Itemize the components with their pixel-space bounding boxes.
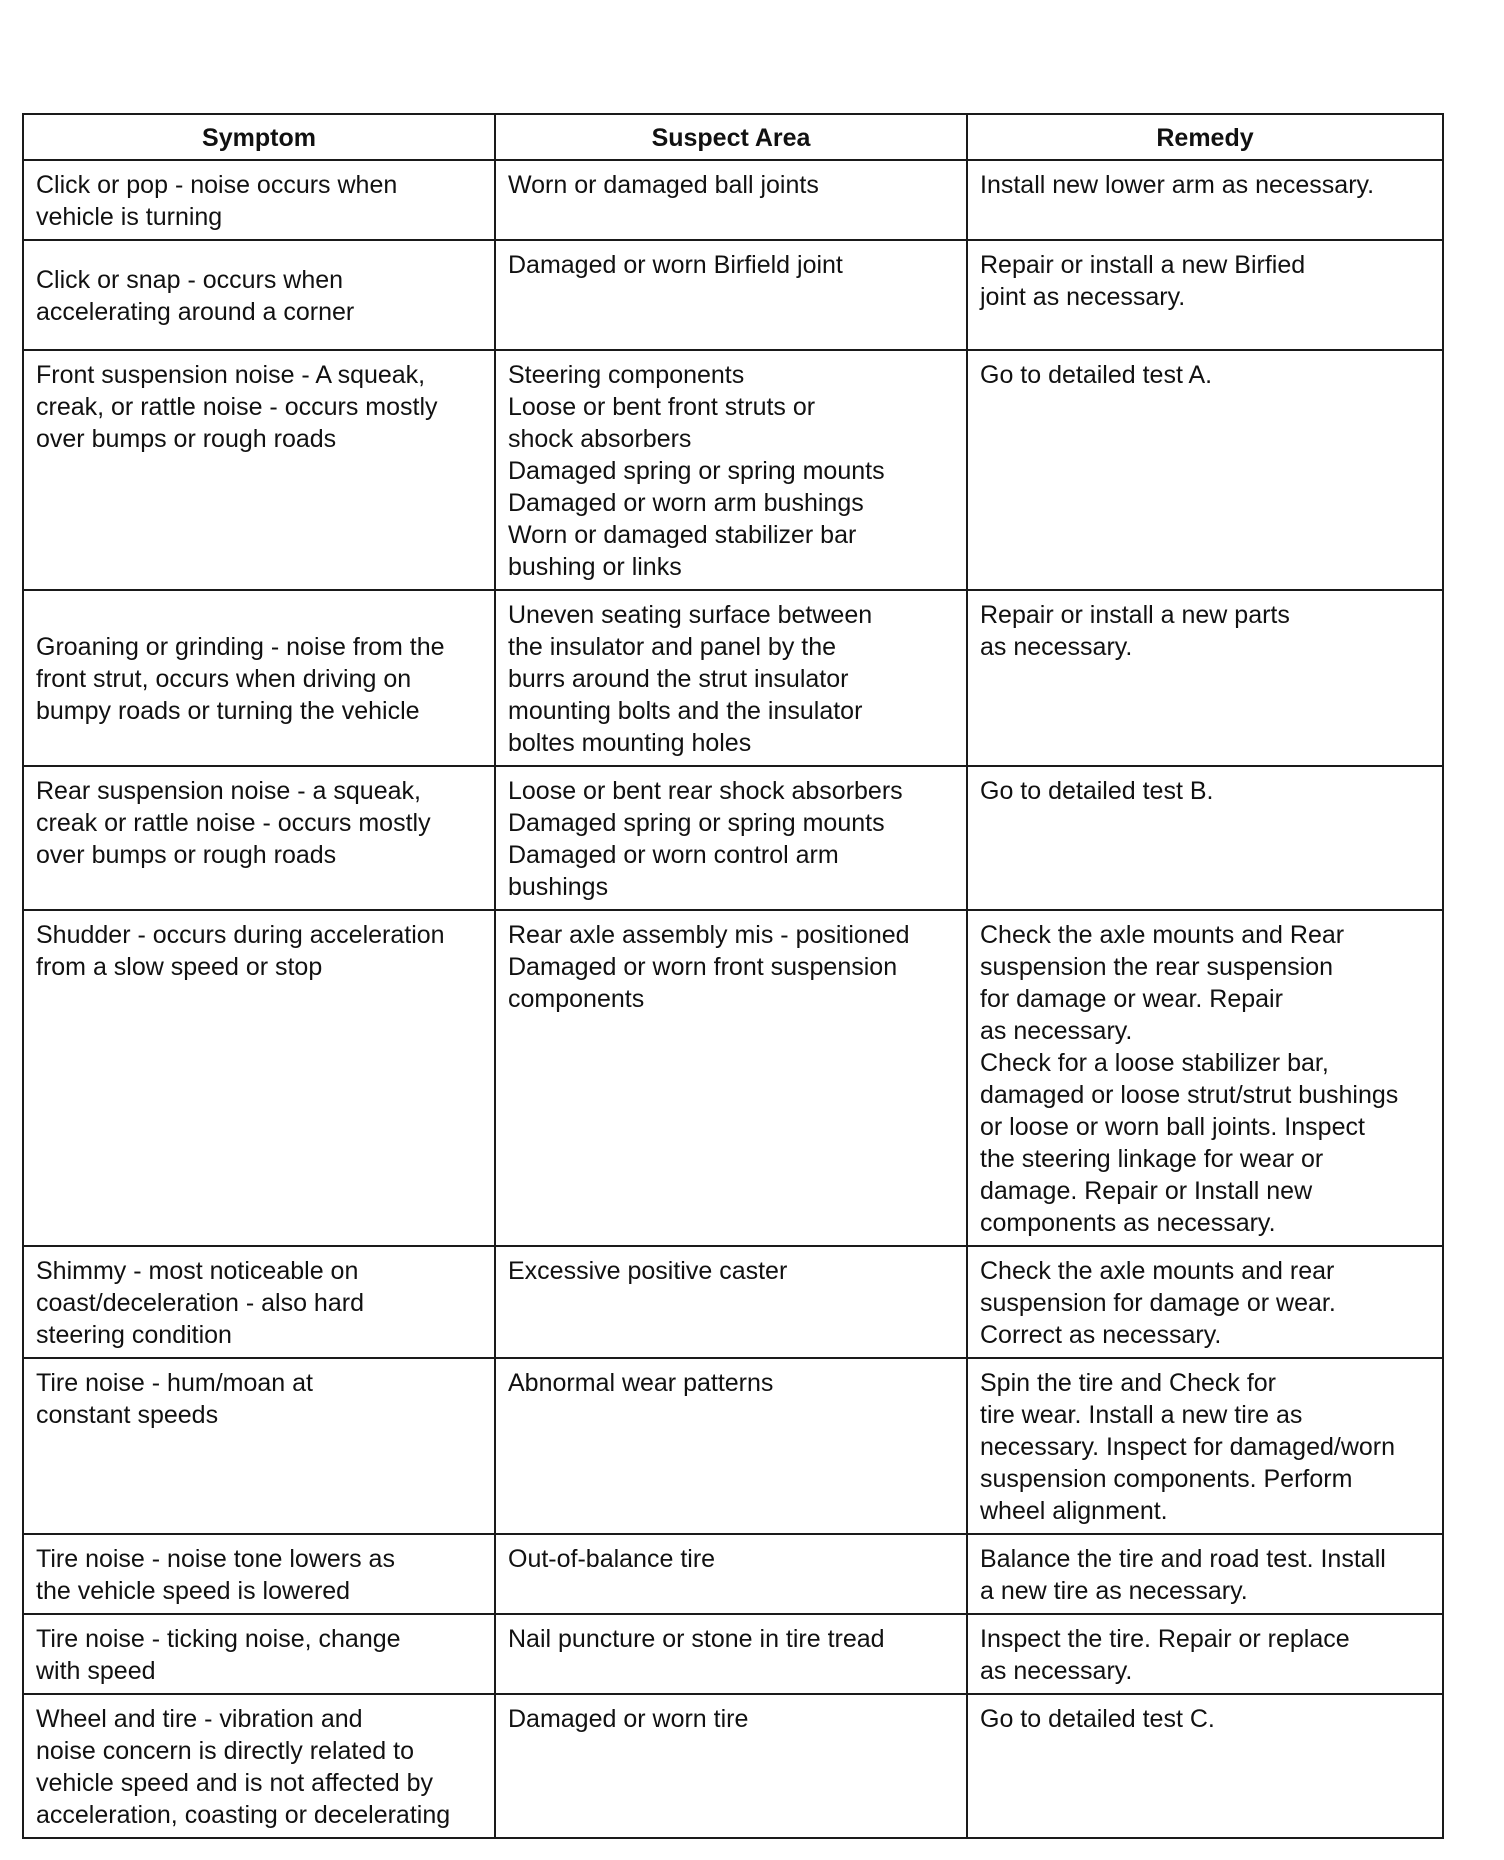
symptom-cell: Front suspension noise - A squeak, creak, or rattle noise - occurs mostly over bumps or rough roads — [23, 350, 495, 590]
table-row — [23, 350, 1443, 590]
table-row — [23, 590, 1443, 766]
diagnosis-table — [22, 113, 1444, 1839]
remedy-cell: Check the axle mounts and Rear suspension the rear suspension for damage or wear. Repair as necessary. Check for a loose stabilizer bar, damaged or loose strut/strut bushings or loose or worn ball joints. Inspect the steering linkage for wear or damage. Repair or Install new components as necessary. — [967, 910, 1443, 1246]
suspect-area-cell: Worn or damaged ball joints — [495, 160, 967, 240]
suspect-area-cell: Excessive positive caster — [495, 1246, 967, 1358]
table-row — [23, 910, 1443, 1246]
header-remedy: Remedy — [967, 114, 1443, 160]
suspect-area-cell: Loose or bent rear shock absorbers Damaged spring or spring mounts Damaged or worn control arm bushings — [495, 766, 967, 910]
remedy-cell: Inspect the tire. Repair or replace as necessary. — [967, 1614, 1443, 1694]
remedy-cell: Spin the tire and Check for tire wear. Install a new tire as necessary. Inspect for damaged/worn suspension components. Perform wheel alignment. — [967, 1358, 1443, 1534]
table-row — [23, 1534, 1443, 1614]
suspect-area-cell: Damaged or worn Birfield joint — [495, 240, 967, 350]
symptom-cell: Groaning or grinding - noise from the front strut, occurs when driving on bumpy roads or turning the vehicle — [23, 590, 495, 766]
table-row — [23, 240, 1443, 350]
suspect-area-cell: Steering components Loose or bent front struts or shock absorbers Damaged spring or spring mounts Damaged or worn arm bushings Worn or damaged stabilizer bar bushing or links — [495, 350, 967, 590]
remedy-cell: Install new lower arm as necessary. — [967, 160, 1443, 240]
symptom-cell: Click or snap - occurs when accelerating around a corner — [23, 240, 495, 350]
suspect-area-cell: Uneven seating surface between the insulator and panel by the burrs around the strut insulator mounting bolts and the insulator boltes mounting holes — [495, 590, 967, 766]
table-row — [23, 1246, 1443, 1358]
remedy-cell: Go to detailed test A. — [967, 350, 1443, 590]
header-symptom: Symptom — [23, 114, 495, 160]
header-suspect-area: Suspect Area — [495, 114, 967, 160]
suspect-area-cell: Damaged or worn tire — [495, 1694, 967, 1838]
symptom-cell: Tire noise - hum/moan at constant speeds — [23, 1358, 495, 1534]
remedy-cell: Go to detailed test C. — [967, 1694, 1443, 1838]
symptom-cell: Tire noise - ticking noise, change with speed — [23, 1614, 495, 1694]
remedy-cell: Go to detailed test B. — [967, 766, 1443, 910]
suspect-area-cell: Out-of-balance tire — [495, 1534, 967, 1614]
table-row — [23, 1358, 1443, 1534]
symptom-cell: Click or pop - noise occurs when vehicle is turning — [23, 160, 495, 240]
suspect-area-cell: Nail puncture or stone in tire tread — [495, 1614, 967, 1694]
remedy-cell: Repair or install a new parts as necessary. — [967, 590, 1443, 766]
symptom-cell: Shudder - occurs during acceleration from a slow speed or stop — [23, 910, 495, 1246]
table-row — [23, 766, 1443, 910]
remedy-cell: Check the axle mounts and rear suspension for damage or wear. Correct as necessary. — [967, 1246, 1443, 1358]
suspect-area-cell: Rear axle assembly mis - positioned Damaged or worn front suspension components — [495, 910, 967, 1246]
symptom-cell: Rear suspension noise - a squeak, creak or rattle noise - occurs mostly over bumps or rough roads — [23, 766, 495, 910]
remedy-cell: Balance the tire and road test. Install a new tire as necessary. — [967, 1534, 1443, 1614]
symptom-cell: Tire noise - noise tone lowers as the vehicle speed is lowered — [23, 1534, 495, 1614]
symptom-cell: Wheel and tire - vibration and noise concern is directly related to vehicle speed and is not affected by acceleration, coasting or decelerating — [23, 1694, 495, 1838]
header-row — [23, 114, 1443, 160]
symptom-cell: Shimmy - most noticeable on coast/deceleration - also hard steering condition — [23, 1246, 495, 1358]
suspect-area-cell: Abnormal wear patterns — [495, 1358, 967, 1534]
table-row — [23, 1694, 1443, 1838]
table-row — [23, 160, 1443, 240]
remedy-cell: Repair or install a new Birfied joint as necessary. — [967, 240, 1443, 350]
table-row — [23, 1614, 1443, 1694]
